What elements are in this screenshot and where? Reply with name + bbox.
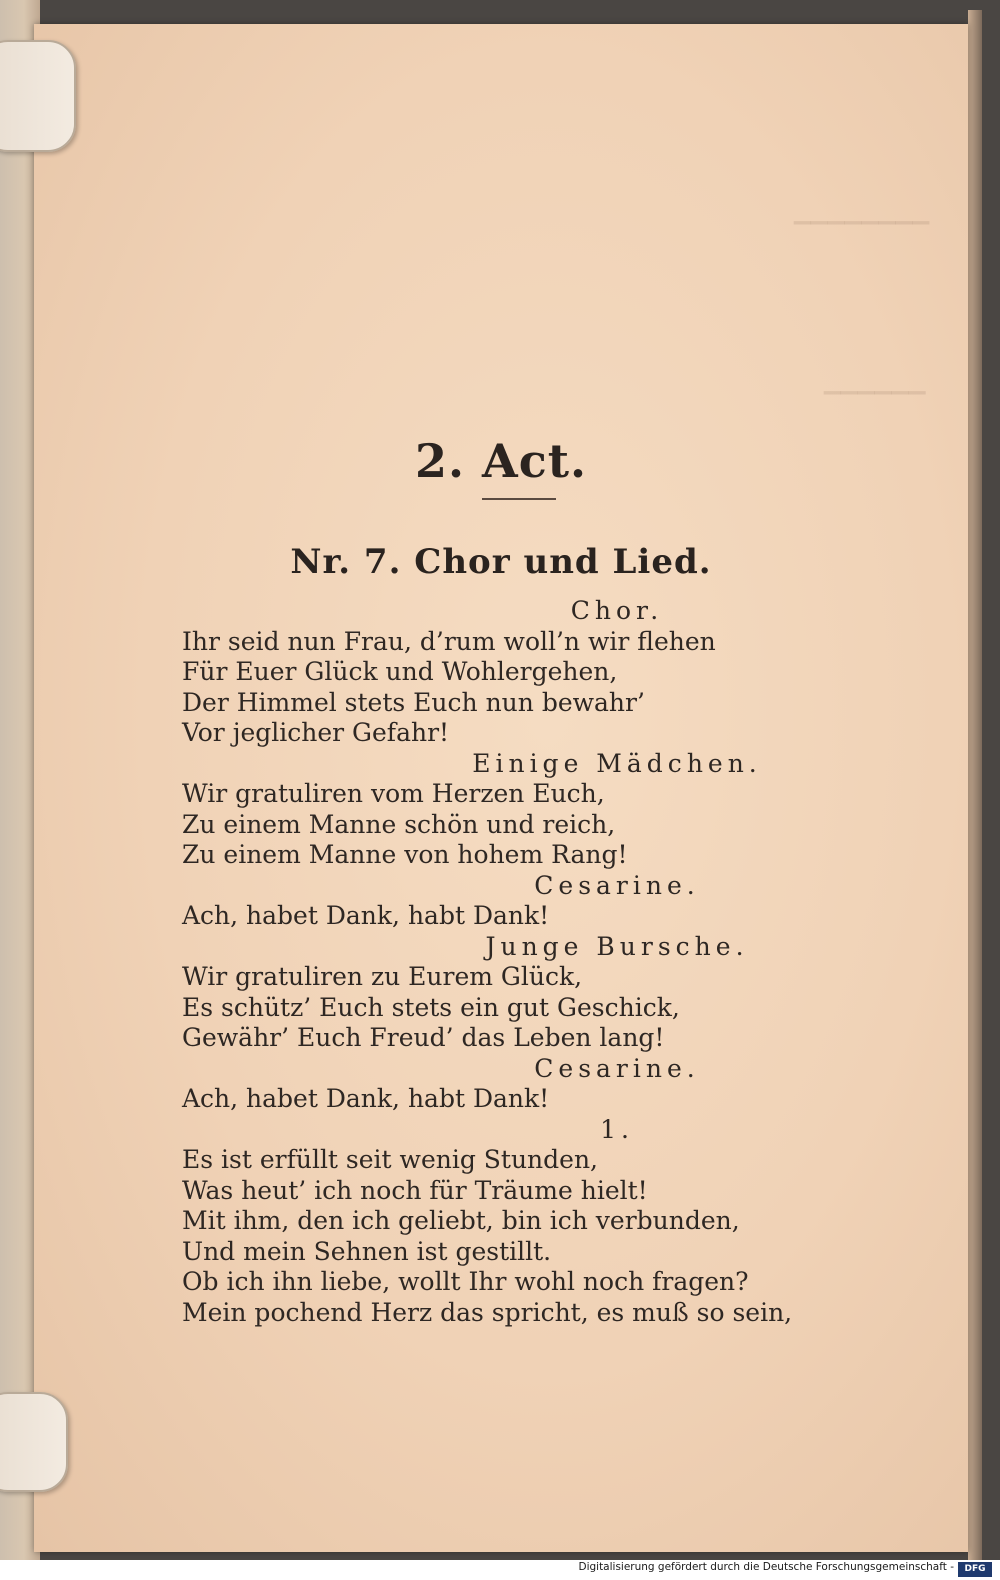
verse-line: Es schütz’ Euch stets ein gut Geschick, xyxy=(182,992,680,1022)
verse-line: Ob ich ihn liebe, wollt Ihr wohl noch fragen? xyxy=(182,1267,749,1296)
verse-text xyxy=(182,596,902,1328)
speaker-heading: Cesarine. xyxy=(534,1053,700,1083)
verse-line: Vor jeglicher Gefahr! xyxy=(182,718,450,747)
bleed-through-ghost: ▁▁▁▁▁▁ xyxy=(824,370,926,395)
verse-line: Gewähr’ Euch Freud’ das Leben lang! xyxy=(182,1023,665,1052)
digitization-credit: Digitalisierung gefördert durch die Deutsche Forschungsgemeinschaft - xyxy=(578,1561,954,1573)
verse-line: Zu einem Manne schön und reich, xyxy=(182,809,616,839)
archival-clip-bottom xyxy=(0,1392,68,1492)
verse-line: Der Himmel stets Euch nun bewahr’ xyxy=(182,687,645,717)
verse-line: Ach, habet Dank, habt Dank! xyxy=(182,901,550,930)
verse-line: Zu einem Manne von hohem Rang! xyxy=(182,840,628,869)
page-edge xyxy=(968,10,982,1560)
verse-line: Was heut’ ich noch für Träume hielt! xyxy=(182,1175,648,1205)
verse-line: Wir gratuliren vom Herzen Euch, xyxy=(182,779,605,808)
verse-line: Wir gratuliren zu Eurem Glück, xyxy=(182,962,583,991)
verse-line: Ihr seid nun Frau, d’rum woll’n wir flehen xyxy=(182,626,716,656)
verse-line: Mein pochend Herz das spricht, es muß so sein, xyxy=(182,1297,793,1327)
bleed-through-ghost: ▁▁▁▁▁▁▁▁ xyxy=(794,200,930,225)
verse-line: Für Euer Glück und Wohlergehen, xyxy=(182,657,618,686)
title-rule xyxy=(482,498,556,500)
dfg-logo: DFG xyxy=(958,1562,992,1577)
number-title: Nr. 7. Chor und Lied. xyxy=(290,542,712,582)
speaker-heading: Junge Bursche. xyxy=(485,931,749,961)
archival-clip-top xyxy=(0,40,76,152)
speaker-heading: 1. xyxy=(600,1114,634,1144)
verse-line: Es ist erfüllt seit wenig Stunden, xyxy=(182,1145,599,1174)
document-page xyxy=(34,24,968,1552)
act-title: 2. Act. xyxy=(415,434,587,488)
verse-line: Ach, habet Dank, habt Dank! xyxy=(182,1084,550,1113)
speaker-heading: Einige Mädchen. xyxy=(472,748,762,778)
speaker-heading: Cesarine. xyxy=(534,870,700,900)
verse-line: Mit ihm, den ich geliebt, bin ich verbunden, xyxy=(182,1206,740,1235)
verse-line: Und mein Sehnen ist gestillt. xyxy=(182,1236,552,1266)
speaker-heading: Chor. xyxy=(570,596,664,625)
